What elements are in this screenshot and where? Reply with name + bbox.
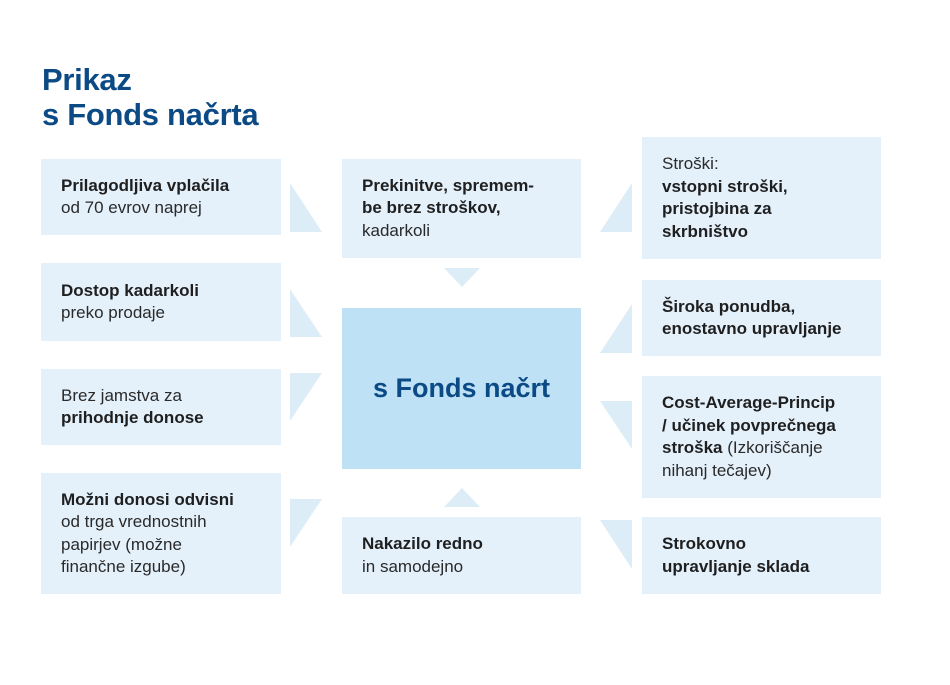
box-text: finančne izgube) bbox=[61, 557, 186, 576]
box-cost-average bbox=[642, 376, 881, 498]
box-regular-transfer bbox=[342, 517, 581, 594]
center-box bbox=[342, 308, 581, 469]
box-text-bold: vstopni stroški, bbox=[662, 176, 788, 196]
box-text-bold: Dostop kadarkoli bbox=[61, 280, 199, 300]
box-text-bold: be brez stroškov, bbox=[362, 198, 501, 218]
box-text: Brez jamstva za bbox=[61, 385, 182, 405]
box-text: in samodejno bbox=[362, 556, 464, 576]
box-text: (Izkoriščanje bbox=[727, 438, 823, 457]
box-wide-offer bbox=[642, 280, 881, 356]
arrow-bottom bbox=[444, 488, 480, 507]
arrow-top bbox=[444, 268, 480, 287]
arrow-right-2 bbox=[600, 304, 632, 353]
box-text-bold: Strokovno bbox=[662, 534, 747, 553]
box-no-guarantee bbox=[41, 369, 281, 445]
title-line-1: Prikaz bbox=[42, 62, 132, 97]
box-flexible-payments bbox=[41, 159, 281, 235]
box-text-bold: enostavno upravljanje bbox=[662, 319, 842, 338]
box-text-mixed bbox=[662, 437, 863, 460]
box-access-anytime bbox=[41, 263, 281, 341]
box-interruptions bbox=[342, 159, 581, 258]
box-text-bold: Prekinitve, spremem- bbox=[362, 175, 534, 195]
box-text-bold: skrbništvo bbox=[662, 221, 748, 241]
box-text: papirjev (možne bbox=[61, 534, 182, 554]
box-possible-returns bbox=[41, 473, 281, 594]
box-text-bold: Široka ponudba, bbox=[662, 296, 796, 316]
arrow-left-2 bbox=[290, 289, 322, 337]
arrow-left-1 bbox=[290, 183, 322, 232]
box-text-bold: Cost-Average-Princip bbox=[662, 393, 836, 412]
box-text-bold: stroška bbox=[662, 438, 723, 457]
box-costs bbox=[642, 137, 881, 259]
box-text: od 70 evrov naprej bbox=[61, 198, 202, 217]
box-text-bold: Možni donosi odvisni bbox=[61, 489, 234, 509]
arrow-left-3 bbox=[290, 373, 322, 421]
box-text-bold: prihodnje donose bbox=[61, 408, 204, 427]
box-text: preko prodaje bbox=[61, 303, 165, 322]
box-text-bold: / učinek povprečnega bbox=[662, 415, 836, 435]
title-line-2: s Fonds načrta bbox=[42, 97, 259, 132]
box-text-bold: Prilagodljiva vplačila bbox=[61, 175, 230, 195]
box-text: nihanj tečajev) bbox=[662, 460, 772, 480]
arrow-right-3 bbox=[600, 401, 632, 449]
box-text-bold: Nakazilo redno bbox=[362, 534, 483, 553]
box-text: Stroški: bbox=[662, 154, 719, 173]
box-text-bold: upravljanje sklada bbox=[662, 556, 810, 576]
box-professional-management bbox=[642, 517, 881, 594]
box-text: kadarkoli bbox=[362, 220, 431, 240]
arrow-right-4 bbox=[600, 520, 632, 569]
center-label: s Fonds načrt bbox=[372, 373, 551, 403]
box-text-bold: pristojbina za bbox=[662, 199, 772, 218]
arrow-right-1 bbox=[600, 183, 632, 232]
arrow-left-4 bbox=[290, 499, 322, 547]
box-text: od trga vrednostnih bbox=[61, 512, 207, 531]
